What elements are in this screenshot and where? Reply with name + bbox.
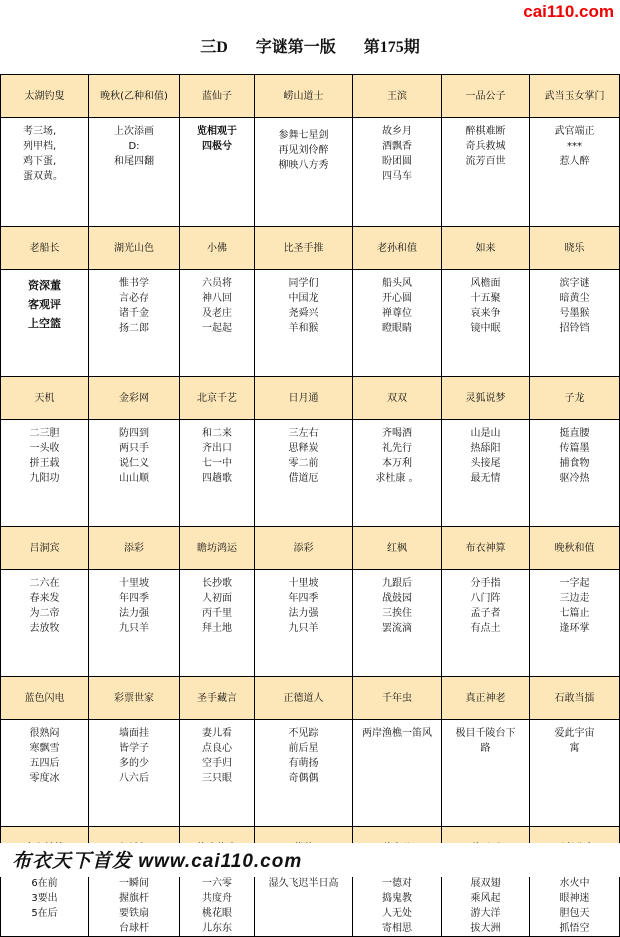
riddle-cell: [353, 720, 442, 827]
column-author-name: 子龙: [530, 377, 620, 420]
riddle-line: 头接尾: [470, 458, 501, 469]
title-part-a: 三D: [200, 39, 228, 56]
riddle-line: 上空篮: [28, 317, 61, 330]
riddle-cell: [530, 270, 620, 377]
riddle-line: 有萌扬: [288, 758, 319, 769]
riddle-line: 拼王载: [29, 458, 60, 469]
riddle-line: 长抄歌: [202, 578, 232, 589]
column-author-name: 瞻坊鸿运: [180, 527, 255, 570]
riddle-line: 再见刘伶醉: [278, 145, 329, 156]
riddle-line: 武官端正: [554, 126, 595, 137]
column-author-name: 双双: [353, 377, 442, 420]
column-author-name: 蓝色闪电: [1, 677, 89, 720]
column-author-name: 日月通: [255, 377, 353, 420]
riddle-cell: [353, 420, 442, 527]
riddle-line: D:: [128, 141, 140, 152]
riddle-line: 和二来: [202, 428, 232, 439]
riddle-line: 十里坡: [119, 578, 149, 589]
riddle-cell: [255, 570, 353, 677]
riddle-row: [1, 570, 620, 677]
riddle-line: 抓悟空: [559, 923, 590, 934]
riddle-line: 传篇墨: [559, 443, 590, 454]
riddle-line: 法力强: [288, 608, 319, 619]
riddle-cell: [1, 720, 89, 827]
riddle-line: 三只眼: [202, 773, 232, 784]
riddle-cell: [1, 420, 89, 527]
riddle-line: 人初面: [202, 593, 232, 604]
riddle-cell: [255, 118, 353, 227]
footer: [0, 843, 620, 877]
riddle-line: 同学们: [288, 278, 319, 289]
riddle-line: 十里坡: [288, 578, 319, 589]
riddle-line: 二六在: [29, 578, 60, 589]
riddle-cell: [353, 118, 442, 227]
riddle-line: 为二帝: [29, 608, 60, 619]
riddle-line: 镜中眠: [470, 323, 501, 334]
column-author-name: 晚秋(乙种和值): [89, 75, 180, 118]
riddle-cell: [89, 420, 180, 527]
riddle-line: 儿东东: [202, 923, 232, 934]
riddle-line: 故乡月: [382, 126, 412, 137]
riddle-line: 说仁义: [119, 458, 149, 469]
riddle-line: 游大洋: [470, 908, 501, 919]
column-author-name: 王滨: [353, 75, 442, 118]
riddle-line: 乘风起: [470, 893, 501, 904]
column-author-name: 添彩: [255, 527, 353, 570]
riddle-line: 招铃铛: [559, 323, 590, 334]
riddle-cell: [442, 270, 530, 377]
riddle-line: 一头收: [29, 443, 60, 454]
page-title: [0, 34, 620, 57]
column-author-name: 老孙和值: [353, 227, 442, 270]
riddle-line: 参舞七星剑: [278, 130, 329, 141]
riddle-cell: [1, 570, 89, 677]
footer-watermark: 布衣天下首发 www.cai110.com: [12, 851, 303, 872]
riddle-line: 哀来争: [470, 308, 501, 319]
riddle-line: 有点土: [470, 623, 501, 634]
riddle-line: 柳映八方秀: [278, 160, 329, 171]
column-author-name: 蓝仙子: [180, 75, 255, 118]
riddle-line: 礼先行: [382, 443, 412, 454]
riddle-line: 资深董: [28, 279, 61, 292]
riddle-line: 中国龙: [288, 293, 319, 304]
riddle-cell: [180, 720, 255, 827]
riddle-line: 零二前: [288, 458, 319, 469]
riddle-line: 热舔阳: [470, 443, 501, 454]
riddle-line: 惹人醉: [559, 156, 590, 167]
riddle-line: 一六零: [202, 878, 232, 889]
riddle-cell: [255, 870, 353, 937]
riddle-line: 6在前: [31, 878, 58, 889]
riddle-line: 捕食物: [559, 458, 590, 469]
riddle-line: 爱此宇宙: [554, 728, 595, 739]
column-author-name: 圣手藏言: [180, 677, 255, 720]
header-row: [1, 377, 620, 420]
riddle-cell: [530, 870, 620, 937]
riddle-line: 三左右: [288, 428, 319, 439]
riddle-line: 不见踪: [288, 728, 319, 739]
riddle-line: 人无处: [382, 908, 412, 919]
riddle-line: 列甲档,: [23, 141, 57, 152]
column-author-name: 老船长: [1, 227, 89, 270]
riddle-line: 流芳百世: [465, 156, 506, 167]
riddle-row: [1, 118, 620, 227]
riddle-line: 要铁扇: [119, 908, 149, 919]
riddle-cell: [89, 270, 180, 377]
riddle-cell: [89, 720, 180, 827]
riddle-line: 一字起: [559, 578, 590, 589]
column-author-name: 如来: [442, 227, 530, 270]
riddle-line: 年四季: [119, 593, 149, 604]
header-row: [1, 75, 620, 118]
riddle-cell: [353, 570, 442, 677]
column-author-name: 湖光山色: [89, 227, 180, 270]
riddle-cell: [442, 720, 530, 827]
riddle-line: 借道厄: [288, 473, 319, 484]
riddle-line: 惟书学: [119, 278, 149, 289]
riddle-cell: [353, 870, 442, 937]
riddle-line: 齐出口: [202, 443, 232, 454]
riddle-line: 七篇止: [559, 608, 590, 619]
riddle-line: 齐喝酒: [382, 428, 412, 439]
riddle-line: 一德对: [382, 878, 412, 889]
riddle-line: 孟子者: [470, 608, 501, 619]
riddle-cell: [442, 118, 530, 227]
riddle-line: 分手指: [470, 578, 501, 589]
riddle-line: 瞪眼睛: [382, 323, 412, 334]
riddle-line: 最无情: [470, 473, 501, 484]
riddle-line: 春来发: [29, 593, 60, 604]
riddle-line: 湿久飞迟半日高: [268, 878, 339, 889]
riddle-line: 禅尊位: [382, 308, 412, 319]
riddle-cell: [180, 570, 255, 677]
riddle-cell: [530, 570, 620, 677]
riddle-line: 六员将: [202, 278, 232, 289]
riddle-line: 思释炭: [288, 443, 319, 454]
riddle-line: 寄相思: [382, 923, 412, 934]
riddle-line: 盼团圆: [382, 156, 412, 167]
riddle-line: 四极兮: [202, 141, 232, 152]
column-author-name: 晚秋和值: [530, 527, 620, 570]
header-row: [1, 227, 620, 270]
riddle-line: 捣鬼教: [382, 893, 412, 904]
riddle-line: 前后星: [288, 743, 319, 754]
riddle-line: 览相观于: [197, 126, 237, 137]
riddle-line: 四马车: [382, 171, 412, 182]
riddle-row: [1, 720, 620, 827]
riddle-cell: [89, 870, 180, 937]
riddle-line: 桃花眼: [202, 908, 232, 919]
header-row: [1, 527, 620, 570]
riddle-line: 风檐面: [470, 278, 501, 289]
riddle-line: 罢流滴: [382, 623, 412, 634]
riddle-line: 言必存: [119, 293, 149, 304]
riddle-line: 三边走: [559, 593, 590, 604]
riddle-cell: [255, 720, 353, 827]
riddle-line: 空手归: [202, 758, 232, 769]
riddle-line: 点良心: [202, 743, 232, 754]
riddle-line: 驱冷热: [559, 473, 590, 484]
riddle-line: 九只羊: [119, 623, 149, 634]
riddle-line: 暗黄尘: [559, 293, 590, 304]
riddle-line: 多的少: [119, 758, 149, 769]
riddle-line: ***: [567, 141, 582, 152]
column-author-name: 小佛: [180, 227, 255, 270]
riddle-line: 两只手: [119, 443, 149, 454]
riddle-line: 尧舜兴: [288, 308, 319, 319]
column-author-name: 千年虫: [353, 677, 442, 720]
riddle-line: 诸千金: [119, 308, 149, 319]
title-part-c: 第175期: [363, 39, 420, 56]
riddle-line: 拔大洲: [470, 923, 501, 934]
riddle-line: 路: [480, 743, 491, 754]
riddle-line: 四趟歌: [202, 473, 232, 484]
riddle-line: 上次添画: [114, 126, 154, 137]
riddle-cell: [180, 270, 255, 377]
riddle-cell: [353, 270, 442, 377]
riddle-line: 防四到: [119, 428, 149, 439]
riddle-line: 求杜康 。: [375, 473, 419, 484]
riddle-line: 八六后: [119, 773, 149, 784]
riddle-line: 二三胆: [29, 428, 60, 439]
column-author-name: 灵狐说梦: [442, 377, 530, 420]
riddle-line: 一起起: [202, 323, 232, 334]
column-author-name: 晓乐: [530, 227, 620, 270]
riddle-line: 本万利: [382, 458, 412, 469]
site-logo: cai110.com: [523, 2, 614, 21]
riddle-cell: [442, 570, 530, 677]
riddle-line: 号墨猴: [559, 308, 590, 319]
riddle-line: 七一中: [202, 458, 232, 469]
riddle-line: 丙千里: [202, 608, 232, 619]
column-author-name: 红枫: [353, 527, 442, 570]
riddle-line: 和尾四翻: [114, 156, 154, 167]
riddle-line: 握旗杆: [119, 893, 149, 904]
riddle-line: 寒飘雪: [29, 743, 60, 754]
column-author-name: 比圣手推: [255, 227, 353, 270]
column-author-name: 天机: [1, 377, 89, 420]
column-author-name: 正德道人: [255, 677, 353, 720]
riddle-cell: [442, 870, 530, 937]
riddle-line: 极目千陵台下: [455, 728, 516, 739]
riddle-row: [1, 420, 620, 527]
riddle-line: 两岸渔樵一笛风: [362, 728, 432, 739]
riddle-line: 皆学子: [119, 743, 149, 754]
riddle-line: 胆包天: [559, 908, 590, 919]
riddle-line: 酒飘香: [382, 141, 412, 152]
riddle-line: 法力强: [119, 608, 149, 619]
riddle-row: [1, 270, 620, 377]
riddle-cell: [442, 420, 530, 527]
riddle-line: 滨字谜: [559, 278, 590, 289]
riddle-cell: [1, 870, 89, 937]
riddle-line: 考三场,: [23, 126, 57, 137]
riddle-line: 十五聚: [470, 293, 501, 304]
column-author-name: 吕洞宾: [1, 527, 89, 570]
column-author-name: 添彩: [89, 527, 180, 570]
riddle-cell: [89, 570, 180, 677]
riddle-line: 台球杆: [119, 923, 149, 934]
riddle-line: 墙面挂: [119, 728, 149, 739]
riddle-line: 及老庄: [202, 308, 232, 319]
riddle-line: 拜土地: [202, 623, 232, 634]
column-author-name: 武当玉女掌门: [530, 75, 620, 118]
column-author-name: 石敢当擂: [530, 677, 620, 720]
riddle-line: 很熟闷: [29, 728, 60, 739]
riddle-line: 扬二郎: [119, 323, 149, 334]
riddle-line: 醉棋难断: [465, 126, 506, 137]
riddle-line: 九只羊: [288, 623, 319, 634]
riddle-line: 妻儿看: [202, 728, 232, 739]
column-author-name: 一品公子: [442, 75, 530, 118]
riddle-line: 去放牧: [29, 623, 60, 634]
column-author-name: 金彩网: [89, 377, 180, 420]
riddle-line: 开心圆: [382, 293, 412, 304]
header-row: [1, 677, 620, 720]
riddle-line: 九跟后: [382, 578, 412, 589]
column-author-name: 布衣神算: [442, 527, 530, 570]
riddle-row: [1, 870, 620, 937]
riddle-cell: [1, 118, 89, 227]
riddle-line: 逢环掌: [559, 623, 590, 634]
riddle-line: 奇兵救城: [465, 141, 506, 152]
riddle-cell: [180, 420, 255, 527]
riddle-line: 三挨住: [382, 608, 412, 619]
riddle-line: 蛋双黄。: [23, 171, 63, 182]
riddle-line: 羊和猴: [288, 323, 319, 334]
riddle-line: 眼神迷: [559, 893, 590, 904]
riddle-cell: [180, 870, 255, 937]
column-author-name: 崂山道士: [255, 75, 353, 118]
riddle-line: 战鼓园: [382, 593, 412, 604]
riddle-line: 年四季: [288, 593, 319, 604]
riddle-line: 船头风: [382, 278, 412, 289]
riddle-line: 奇偶偶: [288, 773, 319, 784]
riddle-cell: [180, 118, 255, 227]
riddle-line: 共度舟: [202, 893, 232, 904]
riddle-line: 水火中: [559, 878, 590, 889]
riddle-line: 挺直腰: [559, 428, 590, 439]
riddle-line: 鸡下蛋,: [23, 156, 57, 167]
riddle-line: 神八回: [202, 293, 232, 304]
riddle-line: 客观评: [28, 298, 61, 311]
column-author-name: 太湖钓叟: [1, 75, 89, 118]
riddle-line: 山是山: [470, 428, 501, 439]
riddle-line: 八门阵: [470, 593, 501, 604]
column-author-name: 真正神老: [442, 677, 530, 720]
riddle-cell: [255, 420, 353, 527]
riddle-line: 零度冰: [29, 773, 60, 784]
riddle-line: 展双翅: [470, 878, 501, 889]
riddle-line: 九阳功: [29, 473, 60, 484]
riddle-line: 一瞬间: [119, 878, 149, 889]
riddle-cell: [89, 118, 180, 227]
riddle-line: 5在后: [31, 908, 58, 919]
riddle-cell: [255, 270, 353, 377]
riddle-line: 五四后: [29, 758, 60, 769]
riddle-cell: [1, 270, 89, 377]
title-part-b: 字谜第一版: [255, 39, 336, 56]
column-author-name: 北京千艺: [180, 377, 255, 420]
riddle-cell: [530, 118, 620, 227]
riddle-line: 山山顺: [119, 473, 149, 484]
riddle-cell: [530, 420, 620, 527]
riddle-table: [0, 74, 620, 937]
riddle-cell: [530, 720, 620, 827]
column-author-name: 彩票世家: [89, 677, 180, 720]
riddle-line: 寓: [569, 743, 580, 754]
riddle-line: 3要出: [31, 893, 58, 904]
